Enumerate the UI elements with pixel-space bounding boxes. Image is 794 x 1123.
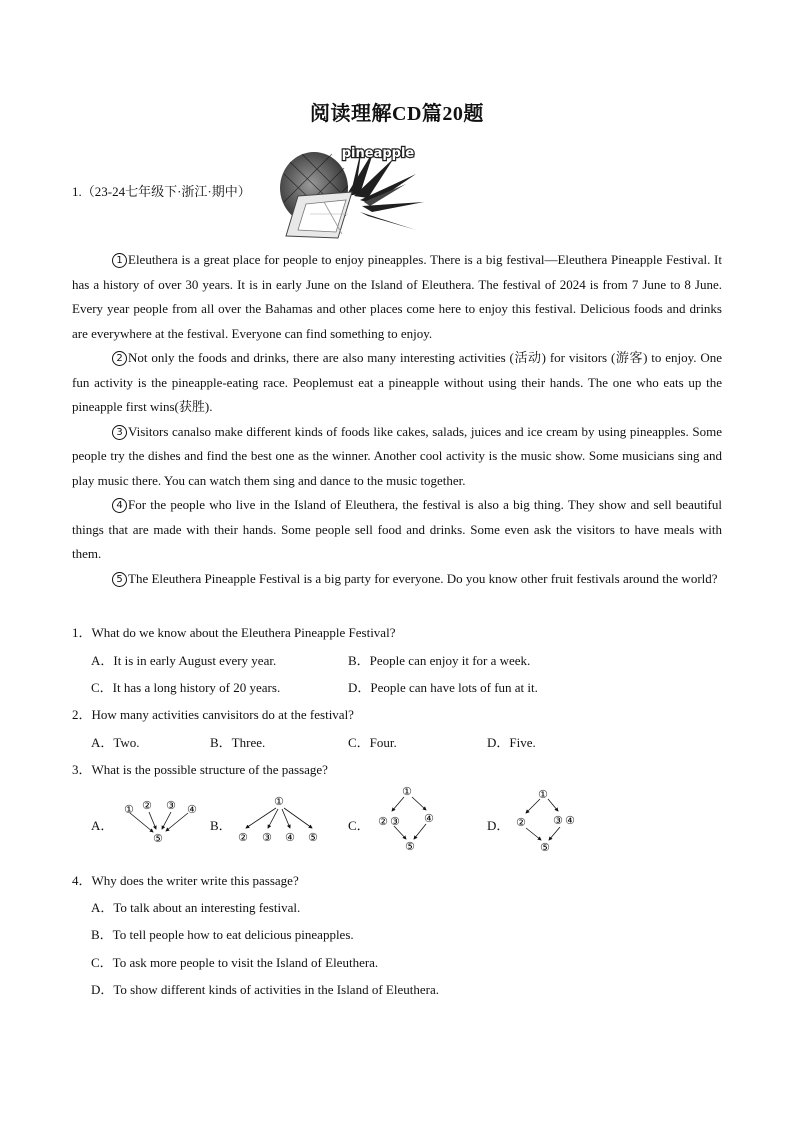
question-1-option-a[interactable]: A．It is in early August every year. — [91, 653, 277, 668]
paragraph-text: The Eleuthera Pineapple Festival is a big party for everyone. Do you know other fruit festivals around the world? — [128, 570, 718, 586]
paragraph-5 — [72, 567, 722, 592]
structure-diagram-c — [374, 782, 444, 852]
question-4-option-d[interactable]: D．To show different kinds of activities in the Island of Eleuthera. — [91, 982, 439, 997]
paragraph-2 — [72, 346, 722, 420]
paragraph-1 — [72, 248, 722, 346]
question-4-option-c[interactable]: C．To ask more people to visit the Island of Eleuthera. — [91, 955, 379, 970]
question-3-option-a[interactable]: A． — [91, 818, 114, 833]
question-4-option-b[interactable]: B．To tell people how to eat delicious pineapples. — [91, 927, 354, 942]
question-4-stem: 4．Why does the writer write this passage? — [72, 873, 299, 888]
paragraph-text: Eleuthera is a great place for people to enjoy pineapples. There is a big festival—Eleuthera Pineapple Festival. It has a history of over 30 years. It is in early June on the Island of Eleuthera. The festival of 2024 is from 7 June to 8 June. Every year people from all over the Bahamas and other places come here to enjoy this festival. Delicious foods and drinks are everywhere at the festival. Everyone can find something to enjoy. — [72, 252, 722, 341]
circled-3: ③ — [553, 814, 563, 827]
structure-diagram-a — [116, 794, 206, 846]
circled-1: ① — [124, 803, 134, 816]
circled-3: ③ — [166, 799, 176, 812]
pineapple-image — [276, 144, 428, 240]
question-4-option-a[interactable]: A．To talk about an interesting festival. — [91, 900, 301, 915]
circled-1: ① — [538, 788, 548, 801]
circled-4: ④ — [565, 814, 575, 827]
circled-2: ② — [378, 815, 388, 828]
structure-diagram-d — [512, 782, 584, 854]
passage — [72, 248, 722, 591]
circled-2: ② — [238, 831, 248, 844]
question-2-option-b[interactable]: B．Three. — [210, 735, 266, 750]
paragraph-text: Visitors canalso make different kinds of foods like cakes, salads, juices and ice cream by using pineapples. Some people try the dishes and find the best one as the winner. Another cool activity is the music show. Some musicians sing and play music there. You can watch them sing and dance to the music together. — [72, 423, 722, 488]
circled-1: ① — [402, 785, 412, 798]
question-3-option-c[interactable]: C． — [348, 818, 370, 833]
paragraph-number: 4 — [112, 498, 127, 513]
question-1-option-d[interactable]: D．People can have lots of fun at it. — [348, 680, 538, 695]
paragraph-number: 2 — [112, 351, 127, 366]
circled-4: ④ — [187, 803, 197, 816]
paragraph-4 — [72, 493, 722, 567]
question-2-option-a[interactable]: A．Two. — [91, 735, 140, 750]
circled-4: ④ — [285, 831, 295, 844]
circled-2: ② — [516, 816, 526, 829]
paragraph-number: 3 — [112, 425, 127, 440]
circled-5: ⑤ — [405, 840, 415, 852]
question-source: 1.（23-24七年级下·浙江·期中） — [72, 184, 251, 199]
circled-2: ② — [142, 799, 152, 812]
circled-5: ⑤ — [540, 841, 550, 854]
structure-diagram-b — [232, 792, 328, 846]
page-title: 阅读理解CD篇20题 — [310, 103, 484, 125]
question-2-option-d[interactable]: D．Five. — [487, 735, 536, 750]
paragraph-number: 1 — [112, 253, 127, 268]
question-1-option-c[interactable]: C．It has a long history of 20 years. — [91, 680, 281, 695]
question-1-stem: 1．What do we know about the Eleuthera Pineapple Festival? — [72, 625, 396, 640]
circled-5: ⑤ — [153, 832, 163, 845]
circled-1: ① — [274, 795, 284, 808]
question-2-option-c[interactable]: C．Four. — [348, 735, 397, 750]
question-3-stem: 3．What is the possible structure of the passage? — [72, 762, 328, 777]
paragraph-3 — [72, 420, 722, 494]
circled-3: ③ — [262, 831, 272, 844]
paragraph-text: For the people who live in the Island of Eleuthera, the festival is also a big thing. They show and sell beautiful things that are made with their hands. Some people sell food and drinks. Some even ask the visitors to have meals with them. — [72, 497, 722, 561]
circled-4: ④ — [424, 812, 434, 825]
paragraph-text: Not only the foods and drinks, there are also many interesting activities (活动) for visitors (游客) to enjoy. One fun activity is the pineapple-eating race. Peoplemust eat a pineapple without using their hands. The one who eats up the pineapple first wins(获胜). — [72, 350, 722, 414]
question-3-option-d[interactable]: D． — [487, 818, 510, 833]
figure-label: pineapple — [341, 146, 415, 161]
circled-5: ⑤ — [308, 831, 318, 844]
question-1-option-b[interactable]: B．People can enjoy it for a week. — [348, 653, 531, 668]
circled-3: ③ — [390, 815, 400, 828]
question-2-stem: 2．How many activities canvisitors do at the festival? — [72, 707, 354, 722]
question-3-option-b[interactable]: B． — [210, 818, 232, 833]
paragraph-number: 5 — [112, 572, 127, 587]
